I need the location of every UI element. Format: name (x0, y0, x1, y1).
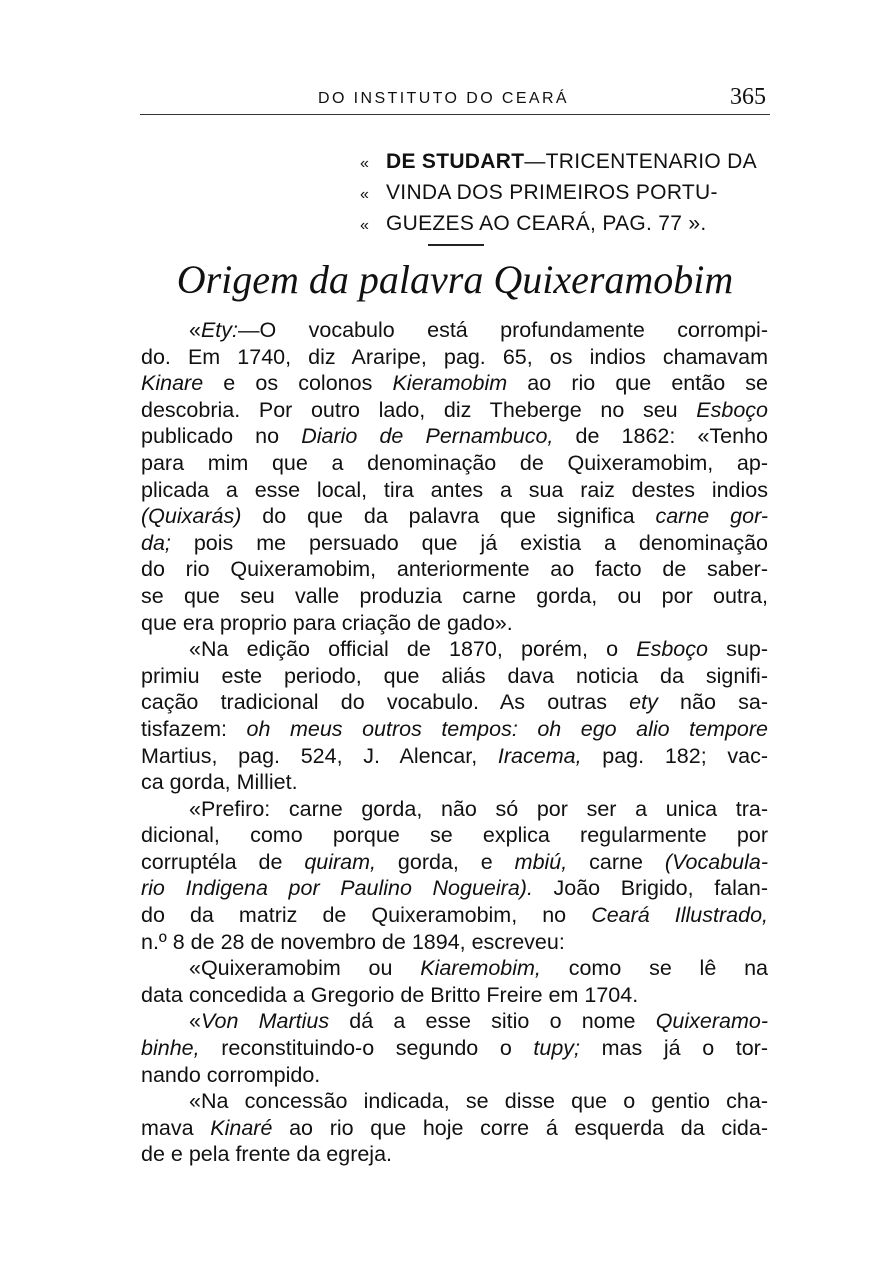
text-line: data concedida a Gregorio de Britto Freire em 1704. (141, 982, 639, 1007)
text-line: Kinare e os colonos Kieramobim ao rio que então se (141, 371, 768, 396)
quote-mark: « (360, 217, 370, 234)
text-line: mava Kinaré ao rio que hoje corre á esquerda da cida- (141, 1115, 768, 1140)
text-line: «Na edição official de 1870, porém, o Esboço sup- (189, 637, 768, 662)
text-line: «Ety:—O vocabulo está profundamente corrompi- (189, 318, 768, 342)
closing-quote: ». (688, 212, 707, 235)
page-number: 365 (730, 84, 766, 110)
text-line: «Na concessão indicada, se disse que o gentio cha- (189, 1089, 768, 1114)
text-line: do rio Quixeramobim, anteriormente ao facto de saber- (141, 557, 768, 582)
text-line: do da matriz de Quixeramobim, no Ceará Illustrado, (141, 903, 768, 928)
text-line: tisfazem: oh meus outros tempos: oh ego alio tempore (141, 716, 768, 741)
citation-line (360, 208, 780, 239)
running-header (140, 84, 770, 118)
text-line: para mim que a denominação de Quixeramobim, ap- (141, 450, 768, 475)
citation-text: VINDA DOS PRIMEIROS PORTU- (386, 181, 718, 204)
citation-line (360, 177, 780, 208)
text-line: dicional, como porque se explica regularmente por (141, 823, 768, 848)
text-line: plicada a esse local, tira antes a sua raiz destes indios (141, 477, 768, 502)
section-heading: Origem da palavra Quixeramobim (176, 257, 734, 302)
text-line: do. Em 1740, diz Araripe, pag. 65, os indios chamavam (141, 344, 768, 369)
citation-text: GUEZES AO CEARÁ, PAG. 77 (386, 212, 683, 235)
text-line: «Von Martius dá a esse sitio o nome Quixeramo- (189, 1009, 768, 1034)
quote-mark: « (360, 186, 370, 203)
text-line: publicado no Diario de Pernambuco, de 1862: «Tenho (141, 424, 768, 449)
citation-line (360, 146, 780, 177)
text-line: cação tradicional do vocabulo. As outras ety não sa- (141, 690, 768, 715)
text-line: «Prefiro: carne gorda, não só por ser a unica tra- (189, 796, 768, 821)
running-title: DO INSTITUTO DO CEARÁ (318, 90, 570, 107)
citation-author: DE STUDART (386, 150, 525, 173)
text-line: de e pela frente da egreja. (141, 1142, 393, 1167)
section-rule (428, 244, 484, 246)
citation-text: —TRICENTENARIO DA (524, 150, 757, 173)
citation-block (360, 146, 780, 239)
text-line: corruptéla de quiram, gorda, e mbiú, carne (Vocabula- (141, 849, 769, 874)
quote-mark: « (360, 155, 370, 172)
text-line: descobria. Por outro lado, diz Theberge no seu Esboço (141, 397, 768, 422)
text-line: n.º 8 de 28 de novembro de 1894, escreveu: (141, 929, 565, 954)
text-line: (Quixarás) do que da palavra que significa carne gor- (141, 504, 769, 529)
text-line: «Quixeramobim ou Kiaremobim, como se lê na (189, 956, 768, 981)
text-line: que era proprio para criação de gado». (141, 610, 513, 635)
text-line: primiu este periodo, que aliás dava noticia da signifi- (141, 663, 768, 688)
text-line: da; pois me persuado que já existia a denominação (141, 530, 768, 555)
header-rule (140, 114, 770, 115)
body-text (141, 317, 768, 1168)
text-line: se que seu valle produzia carne gorda, ou por outra, (141, 583, 768, 608)
text-line: Martius, pag. 524, J. Alencar, Iracema, pag. 182; vac- (141, 743, 768, 768)
text-line: rio Indigena por Paulino Nogueira). João Brigido, falan- (141, 876, 768, 901)
text-line: binhe, reconstituindo-o segundo o tupy; mas já o tor- (141, 1036, 768, 1061)
text-line: ca gorda, Milliet. (141, 770, 298, 795)
text-line: nando corrompido. (141, 1062, 321, 1087)
